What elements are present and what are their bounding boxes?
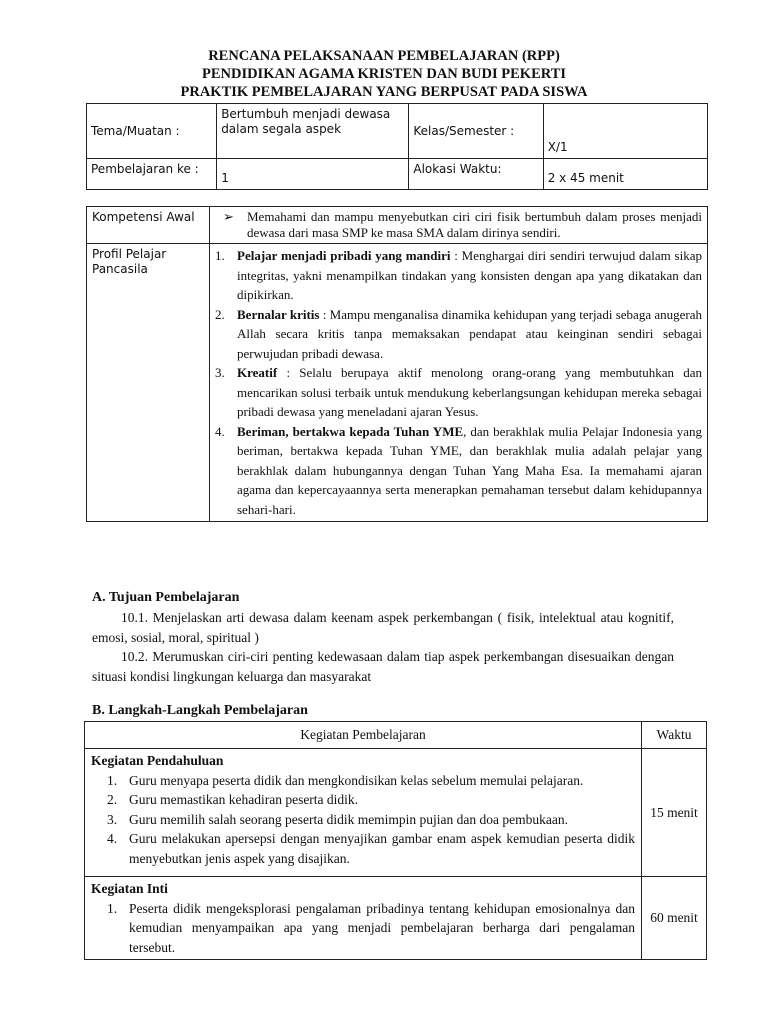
profil-item-heading: Kreatif xyxy=(237,365,278,380)
profil-item xyxy=(215,246,702,305)
profil-item-heading: Beriman, bertakwa kepada Tuhan YME xyxy=(237,423,464,439)
inti-title: Kegiatan Inti xyxy=(91,881,168,896)
learning-steps-table xyxy=(84,721,707,960)
section-b-title: B. Langkah-Langkah Pembelajaran xyxy=(92,703,308,718)
section-a-paragraph-2 xyxy=(92,647,674,686)
tujuan-10-2: 10.2. Merumuskan ciri-ciri penting kedewasaan dalam tiap aspek perkembangan disesuaikan dengan situasi kondisi lingkungan keluarga dan masyarakat xyxy=(92,649,674,684)
profil-item-text xyxy=(237,305,702,364)
kompetensi-text: Memahami dan mampu menyebutkan ciri ciri fisik bertumbuh dalam proses menjadi dewasa dari masa SMP ke masa SMA dalam dirinya sendiri. xyxy=(247,209,702,240)
competency-table xyxy=(86,206,708,522)
section-a-title: A. Tujuan Pembelajaran xyxy=(92,590,240,605)
profil-item-text xyxy=(237,246,702,305)
profil-item xyxy=(215,363,702,422)
pendahuluan-waktu: 15 menit xyxy=(642,749,707,877)
profil-item-text xyxy=(237,422,702,520)
profil-list xyxy=(215,246,702,519)
kompetensi-label: Kompetensi Awal xyxy=(87,207,210,244)
step-number: 1. xyxy=(107,900,118,916)
profil-item-heading: Bernalar kritis xyxy=(237,306,320,322)
profil-item-description: , dan berakhlak mulia Pelajar Indonesia yang beriman, bertakwa kepada Tuhan YME, dan berakhlak mulia adalah pelajar yang berakhlak dalam hubungannya dengan Tuhan Yang Maha Esa. Ia memahami ajaran agama dan kepercayaannya serta menerapkan pemahaman tersebut dalam kehidupannya sehari-hari. xyxy=(237,423,702,517)
tujuan-10-1: 10.1. Menjelaskan arti dewasa dalam keenam aspek perkembangan ( fisik, intelektual atau kognitif, emosi, sosial, moral, spiritual ) xyxy=(92,610,674,645)
document-header xyxy=(0,47,768,101)
step-number: 3. xyxy=(107,811,118,827)
step-text: Guru menyapa peserta didik dan mengkondisikan kelas sebelum memulai pelajaran. xyxy=(129,772,584,788)
step-text: Guru memilih salah seorang peserta didik memimpin pujian dan doa pembukaan. xyxy=(129,811,569,827)
profil-item-number: 2. xyxy=(215,306,225,322)
inti-cell xyxy=(85,877,642,960)
info-table xyxy=(86,103,708,190)
profil-item-number: 3. xyxy=(215,365,225,380)
step-item xyxy=(91,810,635,830)
step-number: 1. xyxy=(107,772,118,788)
alokasi-value: 2 x 45 menit xyxy=(543,159,707,190)
pembelajaran-value: 1 xyxy=(217,159,409,190)
kelas-value: X/1 xyxy=(543,104,707,159)
step-number: 2. xyxy=(107,792,118,807)
tema-value: Bertumbuh menjadi dewasa dalam segala aspek xyxy=(217,104,409,159)
profil-item-number: 1. xyxy=(215,248,225,263)
profil-item-heading: Pelajar menjadi pribadi yang mandiri xyxy=(237,248,451,263)
inti-steps xyxy=(91,899,635,958)
step-item xyxy=(91,771,635,791)
tema-label: Tema/Muatan : xyxy=(87,104,217,159)
pendahuluan-title: Kegiatan Pendahuluan xyxy=(91,753,224,768)
arrow-bullet-icon: ➢ xyxy=(223,209,234,224)
profil-item-text xyxy=(237,363,702,422)
header-line-3: PRAKTIK PEMBELAJARAN YANG BERPUSAT PADA SISWA xyxy=(180,84,588,100)
header-line-2: PENDIDIKAN AGAMA KRISTEN DAN BUDI PEKERTI xyxy=(201,66,567,82)
profil-item-description: : Selalu berupaya aktif menolong orang-orang yang membutuhkan dan mencarikan solusi terbaik untuk mendukung keberlangsungan kehidupan mereka sebagai pribadi dewasa yang meneladani ajaran Yesus. xyxy=(237,365,702,419)
profil-item xyxy=(215,422,702,520)
kompetensi-item xyxy=(215,209,702,241)
step-text: Guru memastikan kehadiran peserta didik. xyxy=(129,792,359,807)
alokasi-label: Alokasi Waktu: xyxy=(409,159,543,190)
pendahuluan-steps xyxy=(91,771,635,869)
step-item xyxy=(91,829,635,868)
profil-item-number: 4. xyxy=(215,423,225,439)
kegiatan-column-header: Kegiatan Pembelajaran xyxy=(85,722,642,749)
header-line-1: RENCANA PELAKSANAAN PEMBELAJARAN (RPP) xyxy=(208,48,560,64)
step-item xyxy=(91,790,635,810)
kompetensi-cell xyxy=(210,207,708,244)
step-text: Peserta didik mengeksplorasi pengalaman pribadinya tentang kehidupan emosionalnya dan kemudian menyampaikan apa yang menjadi pembelajaran berharga dari pengalaman tersebut. xyxy=(129,900,635,955)
kelas-label: Kelas/Semester : xyxy=(409,104,543,159)
profil-cell xyxy=(210,244,708,522)
profil-label: Profil Pelajar Pancasila xyxy=(87,244,210,522)
profil-item-description: : Menghargai diri sendiri terwujud dalam sikap integritas, yakni menampilkan tindakan yang konsisten dengan apa yang dikatakan dan dipikirkan. xyxy=(237,248,702,302)
inti-waktu: 60 menit xyxy=(642,877,707,960)
step-number: 4. xyxy=(107,831,118,846)
profil-item xyxy=(215,305,702,364)
pendahuluan-cell xyxy=(85,749,642,877)
pembelajaran-label: Pembelajaran ke : xyxy=(87,159,217,190)
step-text: Guru melakukan apersepsi dengan menyajikan gambar enam aspek kemudian peserta didik menyebutkan jenis aspek yang disajikan. xyxy=(129,831,635,866)
section-a-paragraph-1 xyxy=(92,608,674,647)
profil-item-description: : Mampu menganalisa dinamika kehidupan yang terjadi sebaga anugerah Allah secara kritis tanpa memaksakan pendapat atau keinginan sendiri sebagai perwujudan pribadi dewasa. xyxy=(237,306,702,361)
step-item xyxy=(91,899,635,958)
waktu-column-header: Waktu xyxy=(642,722,707,749)
